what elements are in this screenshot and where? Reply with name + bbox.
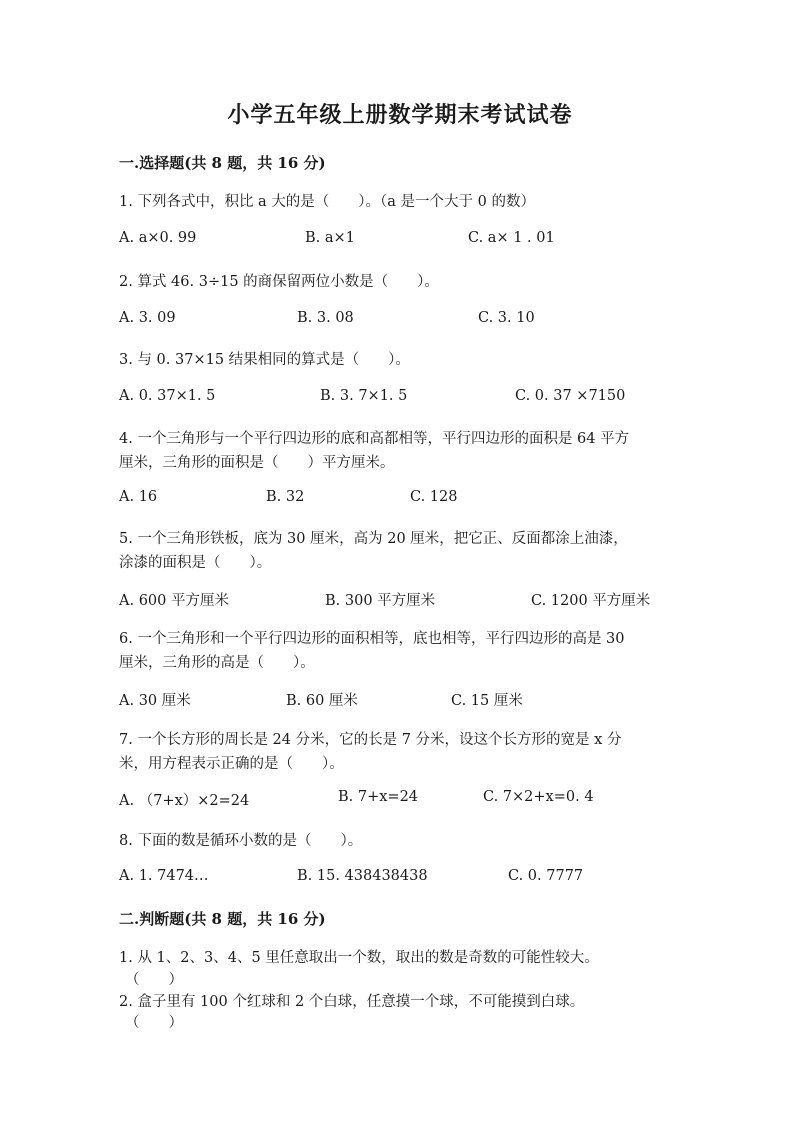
- option-c: C. 0. 37 ×7150: [515, 388, 626, 404]
- option-a: A. 16: [119, 489, 158, 505]
- section-heading-choice: 一.选择题(共 8 题，共 16 分): [119, 154, 326, 172]
- option-b: B. 300 平方厘米: [325, 593, 436, 609]
- option-b: B. 60 厘米: [286, 693, 358, 709]
- question-text: 1. 下列各式中，积比 a 大的是（ ）。（a 是一个大于 0 的数）: [119, 194, 536, 210]
- question-text: 8. 下面的数是循环小数的是（ ）。: [119, 833, 363, 849]
- question-text: 2. 盒子里有 100 个红球和 2 个白球，任意摸一个球，不可能摸到白球。: [119, 994, 585, 1010]
- option-a: A. 600 平方厘米: [119, 593, 229, 609]
- option-a: A. 1. 7474…: [119, 868, 209, 884]
- option-a: A. 0. 37×1. 5: [119, 388, 216, 404]
- option-a: A. 30 厘米: [119, 693, 191, 709]
- option-c: C. 128: [410, 489, 458, 505]
- question-text: 1. 从 1、2、3、4、5 里任意取出一个数，取出的数是奇数的可能性较大。: [119, 950, 599, 966]
- option-a: A. 3. 09: [119, 310, 176, 326]
- section-heading-judgement: 二.判断题(共 8 题，共 16 分): [119, 910, 326, 928]
- page-title: 小学五年级上册数学期末考试试卷: [227, 102, 573, 128]
- option-c: C. 1200 平方厘米: [531, 593, 651, 609]
- option-b: B. a×1: [305, 230, 355, 246]
- question-text: 6. 一个三角形和一个平行四边形的面积相等，底也相等，平行四边形的高是 30: [119, 631, 625, 647]
- question-text-cont: 涂漆的面积是（ ）。: [119, 555, 272, 571]
- option-c: C. 7×2+x=0. 4: [483, 789, 594, 805]
- question-text: 4. 一个三角形与一个平行四边形的底和高都相等，平行四边形的面积是 64 平方: [119, 431, 630, 447]
- answer-blank: （ ）: [125, 972, 183, 988]
- option-c: C. 15 厘米: [451, 693, 523, 709]
- question-text: 5. 一个三角形铁板，底为 30 厘米，高为 20 厘米，把它正、反面都涂上油漆，: [119, 531, 628, 547]
- option-b: B. 7+x=24: [338, 789, 419, 805]
- question-text: 3. 与 0. 37×15 结果相同的算式是（ ）。: [119, 352, 410, 368]
- question-text-cont: 厘米，三角形的面积是（ ）平方厘米。: [119, 455, 395, 471]
- option-c: C. a× 1 . 01: [468, 230, 555, 246]
- option-c: C. 3. 10: [478, 310, 535, 326]
- option-b: B. 3. 7×1. 5: [320, 388, 408, 404]
- option-a: A. a×0. 99: [119, 230, 197, 246]
- option-c: C. 0. 7777: [508, 868, 584, 884]
- option-a: A. （7+x）×2=24: [119, 793, 250, 809]
- option-b: B. 32: [266, 489, 305, 505]
- option-b: B. 3. 08: [297, 310, 354, 326]
- question-text-cont: 厘米，三角形的高是（ ）。: [119, 655, 315, 671]
- question-text: 7. 一个长方形的周长是 24 分米，它的长是 7 分米，设这个长方形的宽是 x 分: [119, 732, 622, 748]
- answer-blank: （ ）: [125, 1015, 183, 1031]
- question-text: 2. 算式 46. 3÷15 的商保留两位小数是（ ）。: [119, 274, 439, 290]
- question-text-cont: 米，用方程表示正确的是（ ）。: [119, 756, 344, 772]
- option-b: B. 15. 438438438: [297, 868, 428, 884]
